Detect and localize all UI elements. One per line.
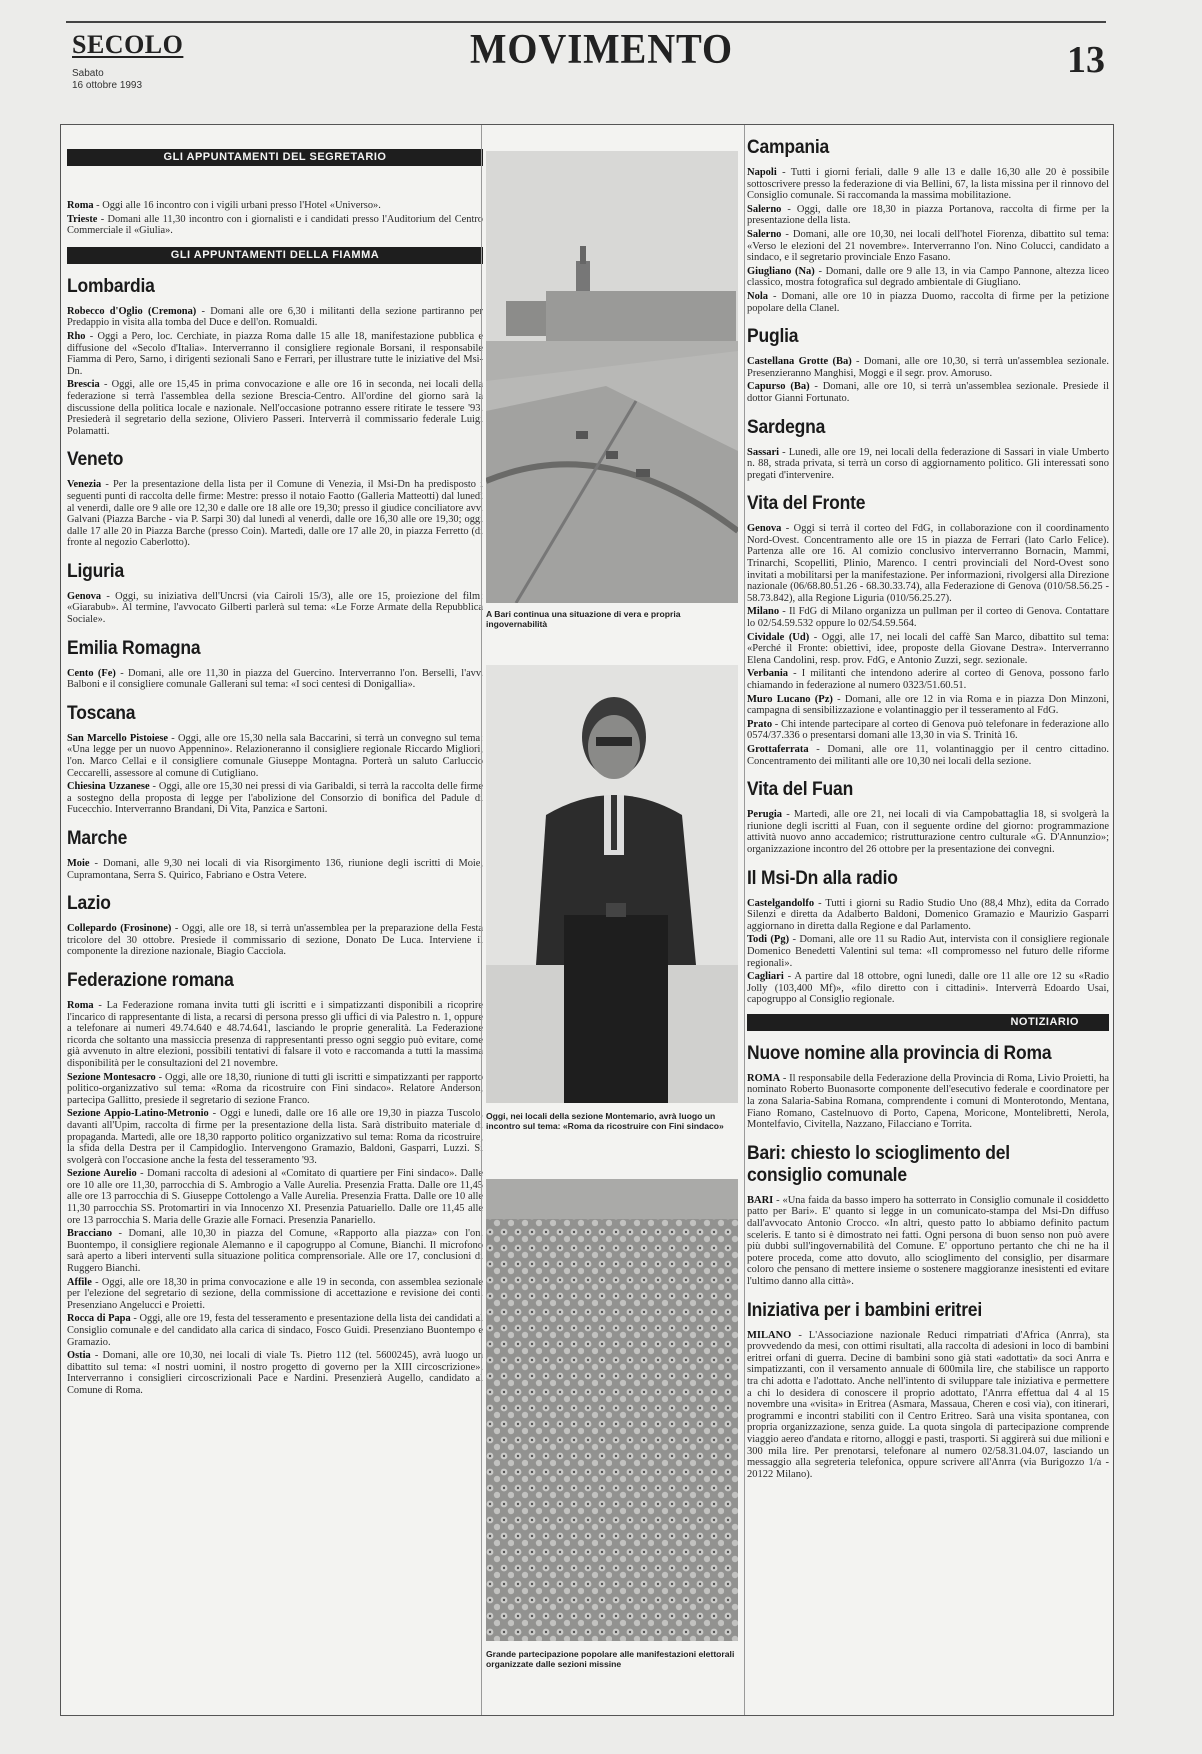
appointment-item: Prato - Chi intende partecipare al corteo di Genova può telefonare in federazione allo 0574/37.336 o presentarsi domani alle 13,30 in via S. Trinità 16. bbox=[747, 718, 1109, 742]
appointment-item: Rho - Oggi a Pero, loc. Cerchiate, in piazza Roma dalle 15 alle 18, manifestazione pubblica e diffusione del «Secolo d'Italia». Interverranno il consigliere regionale Borsani, il responsabile Fiamma di Pero, Sarno, i dirigenti sezionali Sano e Ferrari, per illustrare tutte le iniziative del Msi-Dn. bbox=[67, 330, 483, 377]
region-heading: Veneto bbox=[67, 449, 124, 471]
appointment-item: Napoli - Tutti i giorni feriali, dalle 9 alle 13 e dalle 16,30 alle 20 è possibile sottoscrivere presso la federazione di via Bellini, 67, la lista missina per il rinnovo del Consiglio comunale. Si raccomanda la massima mobilitazione. bbox=[747, 167, 1109, 202]
appointment-item: Sassari - Lunedì, alle ore 19, nei locali della federazione di Sassari in viale Umberto n. 88, strada privata, si terrà un corso di aggiornamento politico. Gli interessati sono pregati d'intervenire. bbox=[747, 446, 1109, 481]
issue-date bbox=[72, 68, 142, 92]
masthead-rule bbox=[66, 21, 1106, 23]
region-heading: Sardegna bbox=[747, 416, 826, 438]
appointment-item: Giugliano (Na) - Domani, dalle ore 9 alle 13, in via Campo Pannone, altezza liceo classico, mostra fotografica sul degrado ambientale di Giugliano. bbox=[747, 265, 1109, 289]
news-list bbox=[747, 1043, 1109, 1480]
appointment-item: Sezione Aurelio - Domani raccolta di adesioni al «Comitato di quartiere per Fini sindaco». Dalle ore 10 alle ore 11,30, parrocchia di S. Ambrogio a Valle Aurelia. Presenzia Fratta. Dalle ore 11,45 alle ore 13 parrocchia di S. Giuseppe Cottolengo a Valle Aurelia. Presenzia Fratta. Dalle ore 10 alle 11,30 parrocchia SS. Protomartiri in via Innocenzo XI. Presenzia Patuariello. Dalle ore 11,45 alle ore 13 parrocchia S. Maria delle Grazie alle Fornaci. Presenzia Panariello. bbox=[67, 1168, 483, 1226]
appointment-item: Chiesina Uzzanese - Oggi, alle ore 15,30 nei pressi di via Garibaldi, si terrà la raccolta delle firme a sostegno della proposta di legge per l'abolizione del Consorzio di bonifica del Padule di Fucecchio. Interverranno Brandani, Di Vita, Panzica e Sartoni. bbox=[67, 781, 483, 816]
fiamma-sections bbox=[67, 276, 483, 1397]
issue-date-text: 16 ottobre 1993 bbox=[72, 80, 143, 91]
news-body: MILANO - L'Associazione nazionale Reduci rimpatriati d'Africa (Anrra), sta provvedendo da mesi, con ottimi risultati, alla raccolta di adesioni in loco di bambini eritrei orfani di guerra. Decine di bambini sono già stati «adottati» da soci Anrra e simpatizzanti, con il versamento annuale di 600mila lire, che stabilisce un rapporto tra chi adotta e l'adottato. Anche nell'intento di sviluppare tale iniziativa e permettere a chi lo desidera di conoscere il proprio adottato, l'Anrra effettua dal 4 al 15 novembre una «visita» in Eritrea (Asmara, Massaua, Cheren e così via), con itinerari, programmi e incontri stabiliti con il Centro Eritreo. Sarà una visita spontanea, con propria organizzazione, senza guide. La quota singola di partecipazione comprende viaggio aereo d'andata e ritorno, alloggi e pasti, trasporti. Si aggirerà sui due milioni e 300 mila lire. Per prenotarsi, telefonare al numero 02/58.31.04.07, lasciando un messaggio alla segreteria telefonica, oppure scrivere all'Anrra (via Burigozzo 1/a - 20122 Milano). bbox=[747, 1329, 1109, 1480]
appointment-item: Nola - Domani, alle ore 10 in piazza Duomo, raccolta di firme per la petizione popolare della Clanel. bbox=[747, 290, 1109, 314]
appointment-item: San Marcello Pistoiese - Oggi, alle ore 15,30 nella sala Baccarini, si terrà un convegno sul tema: «Una legge per un nuovo Appennino». Relazioneranno il consigliere regionale Riccardo Migliori, l'on. Marco Cellai e il consigliere comunale Giuseppe Montagna. Porterà un saluto Carluccio Ceccarelli, assessore al comune di Cutigliano. bbox=[67, 732, 483, 779]
crowd-photo bbox=[486, 1179, 738, 1641]
news-body: BARI - «Una faida da basso impero ha sotterrato in Consiglio comunale il cosiddetto patto per Bari». E' quanto si legge in un comunicato-stampa del Msi-Dn diffuso dall'avvocato Antonio Crocco. «In altri, questo patto lo abbiamo definito pactum sceleris. E tanto si è dimostrato nei fatti. Ogni persona di buon senso non può avere più dubbi sull'ingovernabilità del Comune. E' opportuno pertanto che chi ne ha il potere proceda, come atto dovuto, allo scioglimento del consiglio, per disarmare coloro che pensano di mettere insieme o sostenere maggioranze inesistenti ed evitare l'ultimo danno alla città». bbox=[747, 1194, 1109, 1287]
photo-caption-bari: A Bari continua una situazione di vera e propria ingovernabilità bbox=[486, 609, 681, 629]
appointment-item: Verbania - I militanti che intendono aderire al corteo di Genova, possono farlo chiamando in federazione al numero 0323/51.60.51. bbox=[747, 668, 1109, 691]
appointment-item: Sezione Appio-Latino-Metronio - Oggi e lunedì, dalle ore 16 alle ore 19,30 in piazza Tuscolo, davanti all'Upim, raccolta di firme per la presentazione della lista. Sarà distribuito materiale di propaganda. Martedì, alle ore 18,30 rapporto politico organizzativo sul tema: Roma da ricostruire, la sfida della Destra per il Campidoglio. Intervengono Gramazio, Baldoni, Gasparri, Luzzi. Si svolgerà con l'occasione anche la festa del tesseramento '93. bbox=[67, 1108, 483, 1166]
appointment-item: Salerno - Oggi, dalle ore 18,30 in piazza Portanova, raccolta di firme per la presentazione della lista. bbox=[747, 203, 1109, 227]
section-title: MOVIMENTO bbox=[470, 27, 734, 73]
region-heading: Lombardia bbox=[67, 275, 155, 297]
region-heading: Lazio bbox=[67, 893, 111, 915]
region-heading: Vita del Fronte bbox=[747, 493, 866, 515]
news-headline: Iniziativa per i bambini eritrei bbox=[747, 1299, 983, 1321]
news-headline: Bari: chiesto lo scioglimento del consiglio comunale bbox=[747, 1142, 1010, 1186]
right-sections bbox=[747, 137, 1109, 1006]
bari-harbour-photo bbox=[486, 151, 738, 603]
header-notiziario: NOTIZIARIO bbox=[747, 1014, 1109, 1031]
appointment-item: Moie - Domani, alle 9,30 nei locali di via Risorgimento 136, riunione degli iscritti di Moie, Cupramontana, Serra S. Quirico, Fabriano e Ostra Vetere. bbox=[67, 858, 483, 881]
appointment-item: Perugia - Martedì, alle ore 21, nei locali di via Campobattaglia 18, si svolgerà la riunione degli iscritti al Fuan, con il seguente ordine del giorno: programmazione attività nuovo anno accademico; ristrutturazione centro culturale «G. D'Annunzio»; organizzazione incontro del 26 ottobre per la presentazione dei convegni. bbox=[747, 809, 1109, 855]
region-heading: Campania bbox=[747, 137, 830, 158]
region-heading: Puglia bbox=[747, 326, 799, 348]
photo-caption-crowd: Grande partecipazione popolare alle manifestazioni elettorali organizzate dalle sezioni missine bbox=[486, 1649, 735, 1669]
masthead bbox=[0, 0, 1202, 100]
appointment-item: Castellana Grotte (Ba) - Domani, alle ore 10,30, si terrà un'assemblea sezionale. Presenzieranno Manghisi, Moggi e il segr. prov. Amoruso. bbox=[747, 356, 1109, 379]
region-heading: Il Msi-Dn alla radio bbox=[747, 867, 898, 889]
news-headline: Nuove nomine alla provincia di Roma bbox=[747, 1042, 1052, 1064]
appointment-item: Sezione Montesacro - Oggi, alle ore 18,30, riunione di tutti gli iscritti e simpatizzanti per rapporto politico-organizzativo sul tema: «Roma da ricostruire con Fini sindaco». Relatore Anderson, partecipa Gallitto, presiede il segretario di sezione Franco. bbox=[67, 1071, 483, 1106]
appointment-item: Affile - Oggi, alle ore 18,30 in prima convocazione e alle 19 in seconda, con assemblea sezionale per l'elezione del segretario di sezione, della commissione di accettazione e revisione dei conti. Presenziano Angelucci e Proietti. bbox=[67, 1276, 483, 1311]
region-heading: Emilia Romagna bbox=[67, 637, 201, 659]
appointment-item: Cagliari - A partire dal 18 ottobre, ogni lunedì, dalle ore 11 alle ore 12 su «Radio Jolly (103,400 Mf)», «filo diretto con i cittadini». Interverrà Edoardo Usai, capogruppo al Consiglio regionale. bbox=[747, 971, 1109, 1006]
news-body: ROMA - Il responsabile della Federazione della Provincia di Roma, Livio Proietti, ha nominato Roberto Buonasorte componente dell'esecutivo federale e coordinatore per la zona Salaria-Sabina Romana, comprendente i comuni di Monterotondo, Mentana, Fiano Romano, Castelnuovo di Porto, Capena, Moricone, Montelibretti, Nerola, Montelfavio, Civitella, Nazzano, Filacciano e Torrita. bbox=[747, 1072, 1109, 1131]
region-heading: Toscana bbox=[67, 702, 136, 724]
appointment-item: Capurso (Ba) - Domani, alle ore 10, si terrà un'assemblea sezionale. Presiede il dottor Gianni Fortunato. bbox=[747, 381, 1109, 404]
middle-column bbox=[481, 125, 745, 1715]
appointment-item: Castelgandolfo - Tutti i giorni su Radio Studio Uno (88,4 Mhz), edita da Corrado Silenzi e diretta da Adalberto Baldoni, Domenico Gramazio e Maurizio Gasparri aggiornano in diretta dalla Regione e dal Parlamento. bbox=[747, 897, 1109, 932]
appointment-item: Roma - La Federazione romana invita tutti gli iscritti e i simpatizzanti disponibili a ricoprire l'incarico di rappresentante di lista, a recarsi di persona presso gli uffici di via Palestro n. 1, oppure a telefonare ai numeri 49.74.640 e 48.74.641, lasciando le proprie generalità. La Federazione ricorda che soltanto una massiccia presenza di rappresentanti presso ogni seggio può evitare, come già avvenuto in altre elezioni, possibili tentativi di falsare il voto e raccomanda a tutti la massima disponibilità per le consultazioni del 21 novembre. bbox=[67, 999, 483, 1069]
right-column bbox=[747, 125, 1109, 1715]
newspaper-logo: SECOLO bbox=[72, 30, 184, 59]
speaker-portrait-photo bbox=[486, 665, 738, 1103]
appointment-item: Salerno - Domani, alle ore 10,30, nei locali dell'hotel Fiorenza, dibattito sul tema: «Verso le elezioni del 21 novembre». Interverranno l'on. Nino Colucci, candidato a sindaco, e il segretario provinciale Enzo Fasano. bbox=[747, 228, 1109, 264]
appointment-item: Muro Lucano (Pz) - Domani, alle ore 12 in via Roma e in piazza Don Minzoni, campagna di sensibilizzazione e volantinaggio per il tesseramento al FdG. bbox=[747, 693, 1109, 717]
appointment-item: Milano - Il FdG di Milano organizza un pullman per il corteo di Genova. Contattare lo 02/54.59.532 oppure lo 02/54.59.564. bbox=[747, 606, 1109, 630]
appointment-item: Brescia - Oggi, alle ore 15,45 in prima convocazione e alle ore 16 in seconda, nei locali della federazione si terrà l'assemblea della sezione Brescia-Centro. All'ordine del giorno sarà la discussione della politica locale e nazionale. Nell'occasione potranno essere ritirate le tessere '93. Presiederà il segretario della sezione, Oliviero Passeri. Interverrà il commissario federale Luigi Polamatti. bbox=[67, 379, 483, 437]
region-heading: Liguria bbox=[67, 560, 124, 582]
appointment-item: Cividale (Ud) - Oggi, alle 17, nei locali del caffè San Marco, dibattito sul tema: «Perché il Fronte: obiettivi, idee, proposte della Giovane Destra». Interverranno Elena Candolini, resp. prov. FdG, e Antonio Zuzzi, segr. sezionale. bbox=[747, 631, 1109, 666]
appointment-item: Venezia - Per la presentazione della lista per il Comune di Venezia, il Msi-Dn ha predisposto i seguenti punti di raccolta delle firme: Mestre: presso il notaio Faotto (Galleria Matteotti) dal lunedì al venerdì, dalle ore 9 alle ore 12,30 e dalle ore 18 alle ore 19,30; presso il giudice conciliatore avv. Galvani (Piazza Barche - via P. Sarpi 30) dal lunedì al venerdì, dalle ore 16,30 alle ore 19,30; oggi dalle 17 alle 20 in Piazza Barche (presso Coin). Martedì, dalle ore 17 alle 20, in piazza Ferretto (di fronte al negozio Caberlotto). bbox=[67, 479, 483, 549]
photo-caption-montemario: Oggi, nei locali della sezione Montemario, avrà luogo un incontro sul tema: «Roma da ricostruire con Fini sindaco» bbox=[486, 1111, 724, 1131]
left-column bbox=[67, 125, 483, 1715]
appointment-item: Bracciano - Domani, alle 10,30 in piazza del Comune, «Rapporto alla piazza» con l'on. Buontempo, il consigliere regionale Alemanno e il capogruppo al Comune, Bianchi. Il microfono sarà aperto a liberi interventi sulla situazione politica comprensoriale. Alle ore 17, conclusioni di Ruggero Bianchi. bbox=[67, 1228, 483, 1275]
page-number: 13 bbox=[1067, 39, 1105, 81]
header-segretario: GLI APPUNTAMENTI DEL SEGRETARIO bbox=[67, 149, 483, 166]
segretario-list bbox=[67, 200, 483, 237]
header-fiamma: GLI APPUNTAMENTI DELLA FIAMMA bbox=[67, 247, 483, 264]
issue-day: Sabato bbox=[72, 68, 104, 79]
region-heading: Federazione romana bbox=[67, 969, 234, 991]
appointment-item: Genova - Oggi si terrà il corteo del FdG, in collaborazione con il coordinamento Nord-Ovest. Concentramento alle ore 15 in piazza de Ferrari (lato Carlo Felice). Partenza alle ore 16. Al comizio conclusivo interverranno Bornacin, Mammi, Trinarchi, Scopelliti, Plinio, Marenco. I centri provinciali del Nord-Ovest sono invitati a mobilitarsi per la manifestazione. Per informazioni, rivolgersi alla Direzione nazionale (06/68.80.51.26 - 68.30.33.74), alla Federazione di Genova (010/58.56.25 - 58.73.842), alla Regione Liguria (010/56.25.27). bbox=[747, 523, 1109, 604]
appointment-item: Cento (Fe) - Domani, alle ore 11,30 in piazza del Guercino. Interverranno l'on. Berselli, l'avv. Balboni e il consigliere comunale Gallerani sul tema: «I soci centesi di Donigallia». bbox=[67, 667, 483, 691]
appointment-item: Ostia - Domani, alle ore 10,30, nei locali di viale Ts. Pietro 112 (tel. 5600245), avrà luogo un dibattito sul tema: «I nostri uomini, il nostro progetto di governo per la XIII circoscrizione». Interverranno i consiglieri circoscrizionali Pace e Nardini. Presenzierà Augello, candidato al Comune di Roma. bbox=[67, 1350, 483, 1396]
region-heading: Vita del Fuan bbox=[747, 779, 854, 801]
appointment-item: Todi (Pg) - Domani, alle ore 11 su Radio Aut, intervista con il consigliere regionale Domenico Benedetti Valentini sul tema: «Il compromesso nel futuro delle riforme regionali». bbox=[747, 934, 1109, 969]
segretario-item: Roma - Oggi alle 16 incontro con i vigili urbani presso l'Hotel «Universo». bbox=[67, 200, 381, 211]
appointment-item: Rocca di Papa - Oggi, alle ore 19, festa del tesseramento e presentazione della lista dei candidati al Consiglio comunale e del candidato alla carica di sindaco, Fosco Guidi. Presenziano Buontempo e Gramazio. bbox=[67, 1313, 483, 1348]
appointment-item: Collepardo (Frosinone) - Oggi, alle ore 18, si terrà un'assemblea per la preparazione della Festa tricolore del 30 ottobre. Presiede il commissario di sezione, Donato De Luca. Interviene il componente la direzione nazionale, Biagio Cacciola. bbox=[67, 923, 483, 958]
region-heading: Marche bbox=[67, 828, 128, 849]
appointment-item: Genova - Oggi, su iniziativa dell'Uncrsi (via Cairoli 15/3), alle ore 15, proiezione del film: «Giarabub». Al termine, l'avvocato Gilberti parlerà sul tema: «Le Forze Armate della Repubblica Sociale». bbox=[67, 590, 483, 626]
segretario-item: Trieste - Domani alle 11,30 incontro con i giornalisti e i candidati presso l'Auditorium del Centro Commerciale il «Giulia». bbox=[67, 213, 483, 237]
page-frame bbox=[60, 124, 1114, 1716]
appointment-item: Grottaferrata - Domani, alle ore 11, volantinaggio per il centro cittadino. Concentramento dei militanti alle ore 10,30 nei locali della sezione. bbox=[747, 743, 1109, 767]
appointment-item: Robecco d'Oglio (Cremona) - Domani alle ore 6,30 i militanti della sezione partiranno per Predappio in visita alla tomba del Duce e dell'on. Romualdi. bbox=[67, 305, 483, 329]
